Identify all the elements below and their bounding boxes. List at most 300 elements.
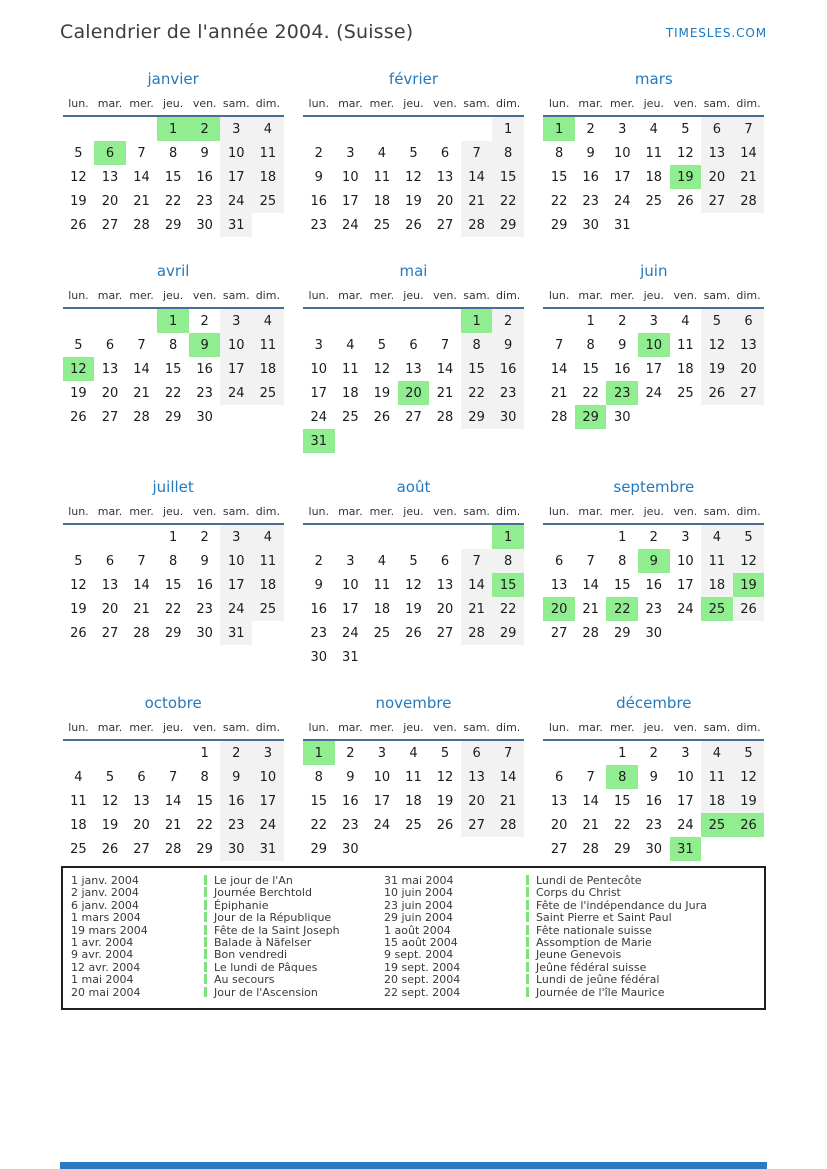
day-cell: 17 [220,165,252,189]
day-cell: 17 [677,793,694,809]
day-cell: 4 [377,145,387,161]
day-cell [366,308,398,333]
holiday-marker-icon [526,949,529,959]
day-header: sam. [701,719,733,740]
week-row [543,813,764,837]
day-header: sam. [220,503,252,524]
week-row [63,524,284,549]
week-row [543,573,764,597]
month-mai [303,262,524,453]
day-cell: 10 [310,361,328,377]
month-title: août [396,478,431,496]
day-header: ven. [189,287,221,308]
month-title: avril [156,262,190,280]
footer-bar [60,1162,767,1169]
day-cell: 1 [157,116,189,141]
day-header: lun. [543,503,575,524]
day-cell [670,213,702,237]
day-cell: 5 [440,745,450,761]
day-cell: 30 [196,409,213,425]
day-cell: 14 [133,361,150,377]
day-header: jeu. [398,503,430,524]
day-cell [126,308,158,333]
day-cell: 12 [701,333,733,357]
week-row [543,621,764,645]
day-cell [63,524,95,549]
day-cell: 30 [613,409,631,425]
legend-name [526,987,760,999]
week-row [303,189,524,213]
legend-name-text: Lundi de jeûne fédéral [536,973,660,987]
day-cell: 9 [189,333,221,357]
day-cell: 16 [492,357,524,381]
day-cell: 30 [196,625,213,641]
day-cell [63,116,95,141]
day-cell: 9 [638,549,670,573]
day-cell: 10 [252,765,284,789]
day-cell: 23 [196,193,213,209]
week-row [63,116,284,141]
month-octobre [63,694,284,861]
day-cell: 28 [582,841,599,857]
day-cell: 29 [461,405,493,429]
day-cell: 13 [101,577,119,593]
day-cell: 1 [543,116,575,141]
day-cell: 22 [492,189,524,213]
day-cell: 5 [377,337,387,353]
day-cell: 3 [220,308,252,333]
week-row [543,597,764,621]
day-cell: 11 [373,577,391,593]
day-cell: 4 [252,308,284,333]
day-cell: 25 [405,817,422,833]
day-header: dim. [733,287,765,308]
legend-name-text: Assomption de Marie [536,936,652,950]
day-cell: 2 [618,313,627,329]
day-cell: 8 [200,769,209,785]
day-cell: 18 [373,193,391,209]
day-cell: 3 [346,145,355,161]
day-cell [701,405,733,429]
month-table [303,95,524,237]
day-cell: 15 [310,793,328,809]
day-cell: 26 [733,813,765,837]
day-cell: 26 [436,817,454,833]
day-cell: 18 [252,357,284,381]
day-header: mar. [575,719,607,740]
day-cell: 23 [220,813,252,837]
day-cell: 27 [550,841,568,857]
day-cell: 8 [168,337,178,353]
day-cell: 28 [461,621,493,645]
day-cell: 21 [133,385,150,401]
day-cell [461,429,493,453]
week-row [303,597,524,621]
day-cell: 18 [645,169,663,185]
day-header: ven. [429,287,461,308]
day-cell: 6 [554,769,564,785]
day-cell: 9 [649,769,658,785]
day-cell: 18 [252,165,284,189]
day-cell: 24 [373,817,391,833]
day-cell: 25 [677,385,694,401]
day-cell: 13 [436,577,454,593]
day-cell: 16 [310,193,328,209]
day-cell [461,524,493,549]
day-cell: 3 [681,529,690,545]
day-cell [429,429,461,453]
day-header: mer. [606,719,638,740]
week-row [63,141,284,165]
day-cell: 3 [252,740,284,765]
day-cell: 19 [670,165,702,189]
day-cell: 21 [733,165,765,189]
day-cell [398,837,430,861]
day-cell: 16 [613,361,631,377]
week-row [63,357,284,381]
day-cell: 11 [252,333,284,357]
day-cell [303,524,335,549]
day-cell: 11 [252,549,284,573]
day-header: ven. [189,503,221,524]
day-cell: 5 [733,740,765,765]
day-cell: 8 [492,141,524,165]
day-cell: 30 [342,841,359,857]
day-cell: 1 [586,313,595,329]
day-cell: 16 [196,361,213,377]
day-cell: 26 [70,625,87,641]
day-header: ven. [429,95,461,116]
day-cell [303,308,335,333]
day-cell: 8 [586,337,595,353]
week-row [543,381,764,405]
day-cell: 22 [582,385,599,401]
day-cell: 26 [701,381,733,405]
day-header: lun. [63,95,95,116]
day-cell: 20 [550,817,568,833]
day-cell: 17 [677,577,694,593]
day-header: mar. [575,95,607,116]
day-cell: 16 [645,577,663,593]
day-cell: 7 [137,337,146,353]
day-cell: 31 [220,213,252,237]
day-cell: 14 [436,361,454,377]
day-cell: 28 [164,841,182,857]
day-cell: 25 [70,841,87,857]
day-cell: 23 [645,601,663,617]
day-header: mar. [575,503,607,524]
day-cell: 19 [70,601,87,617]
day-cell: 5 [105,769,115,785]
day-cell: 22 [164,193,182,209]
day-cell: 12 [405,169,422,185]
day-cell: 29 [492,621,524,645]
day-cell: 1 [492,524,524,549]
day-header: sam. [220,719,252,740]
day-cell: 4 [377,553,387,569]
week-row [543,308,764,333]
day-cell: 28 [461,213,493,237]
day-header: ven. [670,719,702,740]
month-table [543,287,764,429]
day-cell: 13 [701,141,733,165]
day-cell: 2 [189,116,221,141]
week-row [303,813,524,837]
day-header: mer. [366,287,398,308]
week-row [63,573,284,597]
day-cell: 29 [613,625,631,641]
day-cell: 25 [252,597,284,621]
day-header: jeu. [638,503,670,524]
day-cell [126,116,158,141]
day-header: sam. [461,719,493,740]
holiday-marker-icon [204,875,207,885]
holiday-marker-icon [204,925,207,935]
day-cell: 5 [74,337,83,353]
day-cell: 1 [492,116,524,141]
week-row [63,765,284,789]
day-header: lun. [543,95,575,116]
holiday-marker-icon [204,949,207,959]
week-row [303,789,524,813]
day-cell [543,524,575,549]
day-header: mar. [94,95,126,116]
day-header: jeu. [638,95,670,116]
day-cell: 17 [645,361,663,377]
week-row [303,573,524,597]
legend-date: 23 juin 2004 [384,898,454,912]
day-cell: 15 [613,577,631,593]
month-title: mai [399,262,428,280]
legend-date: 6 janv. 2004 [71,898,139,912]
day-header: ven. [189,95,221,116]
holiday-marker-icon [204,974,207,984]
day-cell: 12 [436,769,454,785]
day-cell: 20 [101,601,119,617]
day-cell: 20 [461,789,493,813]
month-title: mars [634,70,673,88]
day-cell: 10 [220,333,252,357]
day-cell: 20 [701,165,733,189]
day-cell [733,621,765,645]
day-cell: 20 [733,357,765,381]
day-header: dim. [733,503,765,524]
day-cell: 7 [168,769,178,785]
day-cell: 11 [373,169,391,185]
legend-name-text: Corps du Christ [536,886,621,900]
day-cell [366,524,398,549]
legend-date: 1 août 2004 [384,923,451,937]
day-cell: 7 [554,337,564,353]
day-cell: 5 [409,145,418,161]
day-header: jeu. [157,287,189,308]
legend-date: 15 août 2004 [384,936,458,950]
day-cell: 10 [220,549,252,573]
day-cell: 25 [342,409,359,425]
month-table [543,719,764,861]
month-table [63,719,284,861]
day-cell: 25 [252,189,284,213]
day-cell: 21 [461,597,493,621]
day-header: sam. [220,287,252,308]
day-header: sam. [461,503,493,524]
holiday-marker-icon [526,937,529,947]
day-cell: 7 [586,553,595,569]
day-cell [733,213,765,237]
holiday-marker-icon [204,937,207,947]
day-cell: 19 [373,385,391,401]
day-cell: 27 [550,625,568,641]
day-cell: 19 [405,601,422,617]
day-cell [366,116,398,141]
week-row [303,524,524,549]
day-cell: 14 [133,577,150,593]
day-cell: 22 [164,601,182,617]
holiday-marker-icon [204,900,207,910]
day-header: ven. [670,95,702,116]
day-cell: 2 [200,313,209,329]
week-row [303,405,524,429]
page-title: Calendrier de l'année 2004. (Suisse) [60,21,414,43]
site-link[interactable]: TIMESLES.COM [665,26,767,40]
day-cell: 9 [586,145,595,161]
day-cell: 20 [101,193,119,209]
day-cell: 23 [196,385,213,401]
day-header: ven. [429,503,461,524]
day-cell: 21 [492,789,524,813]
day-cell: 4 [649,121,658,137]
day-cell: 2 [492,308,524,333]
day-cell: 28 [133,217,150,233]
day-cell: 2 [649,529,658,545]
week-row [63,549,284,573]
legend-date: 1 mai 2004 [71,973,134,987]
day-cell: 8 [461,333,493,357]
day-cell: 19 [70,385,87,401]
month-septembre [543,478,764,645]
day-cell: 1 [303,740,335,765]
day-header: sam. [461,287,493,308]
day-cell: 10 [677,769,694,785]
legend-name-text: Bon vendredi [214,948,288,962]
day-cell: 24 [252,813,284,837]
day-cell: 5 [409,553,418,569]
day-cell [733,405,765,429]
day-cell: 6 [409,337,418,353]
legend-name-text: Fête nationale suisse [536,923,652,937]
day-cell: 1 [157,308,189,333]
day-cell: 24 [220,381,252,405]
day-cell: 26 [733,597,765,621]
day-cell: 17 [373,793,391,809]
day-cell: 17 [342,601,359,617]
day-cell: 13 [550,793,568,809]
week-row [303,549,524,573]
day-cell [94,524,126,549]
day-cell: 23 [492,381,524,405]
day-cell: 13 [405,361,422,377]
day-cell: 24 [342,217,359,233]
day-cell: 4 [252,116,284,141]
holiday-marker-icon [204,912,207,922]
day-cell [398,524,430,549]
day-header: sam. [701,95,733,116]
day-cell: 27 [461,813,493,837]
day-cell: 8 [168,145,178,161]
day-cell: 5 [733,524,765,549]
day-header: mar. [94,287,126,308]
day-cell: 10 [638,333,670,357]
day-header: lun. [303,719,335,740]
day-cell: 14 [461,165,493,189]
day-cell: 29 [550,217,568,233]
day-cell: 3 [618,121,627,137]
week-row [63,813,284,837]
day-cell: 17 [252,789,284,813]
week-row [303,837,524,861]
day-cell: 18 [677,361,694,377]
day-cell: 21 [436,385,454,401]
day-cell: 31 [303,429,335,453]
day-cell: 31 [252,837,284,861]
week-row [303,740,524,765]
day-cell: 22 [196,817,213,833]
week-row [303,357,524,381]
holiday-marker-icon [526,900,529,910]
day-cell: 15 [613,793,631,809]
week-row [543,189,764,213]
day-cell: 24 [310,409,328,425]
day-cell: 8 [168,553,178,569]
day-cell: 7 [137,145,146,161]
day-cell [398,429,430,453]
day-cell: 7 [733,116,765,141]
day-cell [335,308,367,333]
week-row [543,789,764,813]
legend-date: 10 juin 2004 [384,886,454,900]
day-cell: 18 [405,793,422,809]
day-header: mar. [335,719,367,740]
day-cell: 4 [252,524,284,549]
day-cell: 21 [582,817,599,833]
day-cell [429,524,461,549]
day-cell: 25 [373,217,391,233]
day-cell: 9 [346,769,355,785]
month-title: juillet [152,478,194,496]
day-cell: 2 [314,553,323,569]
day-cell: 9 [220,765,252,789]
day-header: jeu. [398,719,430,740]
day-cell: 22 [461,381,493,405]
legend-name-text: Le lundi de Pâques [214,960,318,974]
month-table [303,287,524,453]
day-cell: 13 [733,333,765,357]
day-cell: 3 [220,116,252,141]
day-cell: 20 [543,597,575,621]
day-cell: 26 [373,409,391,425]
day-cell: 30 [310,649,328,665]
week-row [543,549,764,573]
day-cell: 25 [701,597,733,621]
day-cell [461,116,493,141]
calendar-grid [60,70,767,861]
day-cell: 5 [681,121,690,137]
week-row [303,381,524,405]
day-cell: 17 [220,357,252,381]
day-cell: 6 [137,769,146,785]
legend-name-text: Jour de la République [214,911,332,925]
day-cell [575,524,607,549]
